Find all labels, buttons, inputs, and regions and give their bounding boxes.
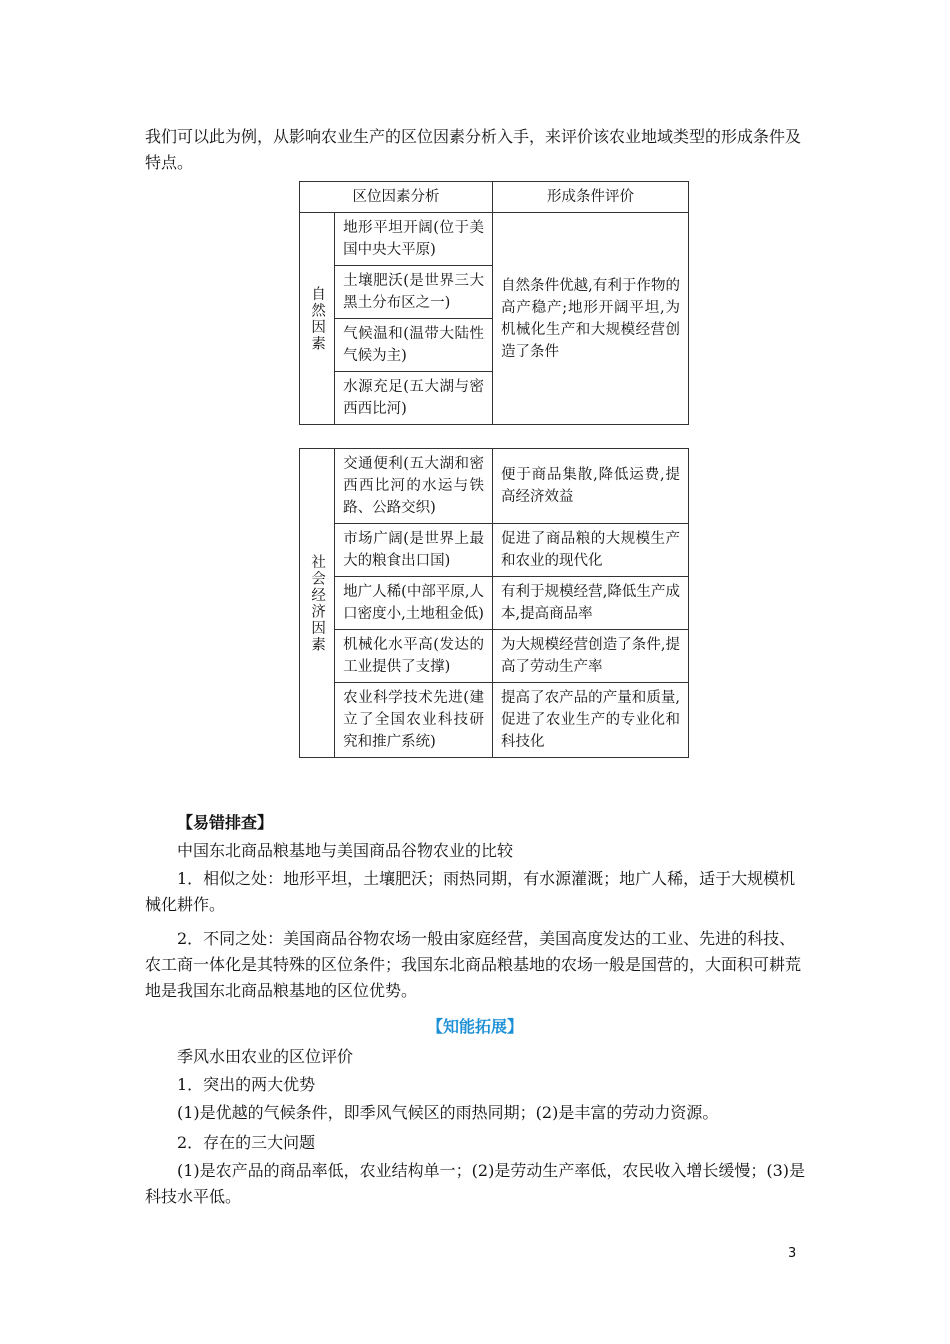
table-header-factor: 区位因素分析: [300, 182, 493, 213]
social-factor-cell: 市场广阔(是世界上最大的粮食出口国): [335, 524, 493, 577]
natural-factor-cell: 地形平坦开阔(位于美国中央大平原): [335, 213, 493, 266]
social-group-label: 社会经济因素: [300, 449, 335, 758]
natural-factor-cell: 气候温和(温带大陆性气候为主): [335, 319, 493, 372]
social-factor-cell: 交通便利(五大湖和密西西比河的水运与铁路、公路交织): [335, 449, 493, 524]
social-evaluation-cell: 提高了农产品的产量和质量,促进了农业生产的专业化和科技化: [492, 683, 688, 758]
error-check-point-2: 2．不同之处：美国商品谷物农场一般由家庭经营，美国高度发达的工业、先进的科技、农工商一体化是其特殊的区位条件；我国东北商品粮基地的农场一般是国营的，大面积可耕荒地是我国东北商品粮基地的区位优势。: [145, 929, 802, 1000]
natural-evaluation-cell: 自然条件优越,有利于作物的高产稳产;地形开阔平坦,为机械化生产和大规模经营创造了条件: [492, 213, 688, 425]
social-factors-table: [299, 448, 689, 758]
extension-sub-2-text: (1)是农产品的商品率低，农业结构单一；(2)是劳动生产率低，农民收入增长缓慢；(3)是科技水平低。: [145, 1161, 805, 1206]
social-factor-cell: 农业科学技术先进(建立了全国农业科技研究和推广系统): [335, 683, 493, 758]
extension-sub-2: 2．存在的三大问题: [177, 1133, 316, 1152]
natural-factor-cell: 土壤肥沃(是世界三大黑土分布区之一): [335, 266, 493, 319]
error-check-point-1: 1．相似之处：地形平坦，土壤肥沃；雨热同期，有水源灌溉；地广人稀，适于大规模机械化耕作。: [145, 869, 796, 914]
social-evaluation-cell: 有利于规模经营,降低生产成本,提高商品率: [492, 577, 688, 630]
social-evaluation-cell: 为大规模经营创造了条件,提高了劳动生产率: [492, 630, 688, 683]
social-evaluation-cell: 便于商品集散,降低运费,提高经济效益: [492, 449, 688, 524]
intro-paragraph: 我们可以此为例，从影响农业生产的区位因素分析入手，来评价该农业地域类型的形成条件及特点。: [145, 127, 802, 172]
extension-heading: 【知能拓展】: [426, 1017, 523, 1036]
extension-sub-1: 1．突出的两大优势: [177, 1075, 316, 1094]
natural-factors-table: [299, 181, 689, 425]
natural-factor-cell: 水源充足(五大湖与密西西比河): [335, 372, 493, 425]
extension-title: 季风水田农业的区位评价: [177, 1047, 354, 1066]
error-check-subtitle: 中国东北商品粮基地与美国商品谷物农业的比较: [177, 841, 514, 860]
social-factor-cell: 机械化水平高(发达的工业提供了支撑): [335, 630, 493, 683]
table-header-evaluation: 形成条件评价: [492, 182, 688, 213]
extension-sub-1-text: (1)是优越的气候条件，即季风气候区的雨热同期；(2)是丰富的劳动力资源。: [177, 1103, 719, 1122]
natural-group-label: 自然因素: [300, 213, 335, 425]
error-check-heading: 【易错排查】: [177, 813, 274, 832]
social-evaluation-cell: 促进了商品粮的大规模生产和农业的现代化: [492, 524, 688, 577]
social-factor-cell: 地广人稀(中部平原,人口密度小,土地租金低): [335, 577, 493, 630]
page-number: 3: [788, 1246, 797, 1261]
